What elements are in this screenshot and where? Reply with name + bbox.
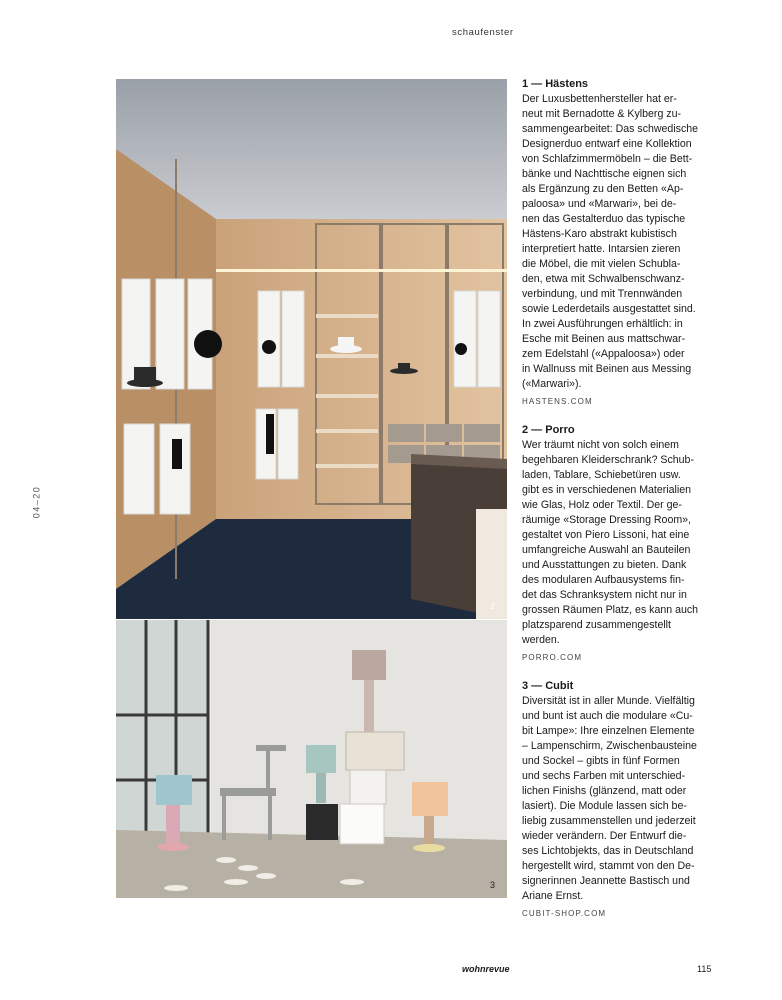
cubit-lamps-illustration: [116, 620, 507, 898]
entry-hastens: [522, 77, 722, 409]
entry-body: Wer träumt nicht von solch einem begehbaren Kleiderschrank? Schub- laden, Tablare, Schiebetüren usw. gibt es in verschiedenen Materialien wie Glas, Holz oder Textil. Der ge- räumige «Storage Dressing Room», gestaltet von Piero Lissoni, hat eine umfangreiche Auswahl an Bauteilen und Ausstattungen zu bieten. Dank des modularen Aufbausystems fin- det das Schranksystem nicht nur in grossen Räumen Platz, es kann auch platzsparend zusammengestellt werden.: [522, 439, 699, 646]
entry-link[interactable]: PORRO.COM: [522, 653, 583, 662]
photo-number: 3: [489, 880, 495, 890]
entry-link[interactable]: HASTENS.COM: [522, 397, 593, 406]
page-number: 115: [697, 964, 712, 974]
entry-title: 1 — Hästens: [522, 78, 589, 90]
section-label: schaufenster: [452, 27, 514, 38]
entry-title: 2 — Porro: [522, 424, 575, 436]
entry-title: 3 — Cubit: [522, 680, 574, 692]
photo-number: 2: [489, 601, 495, 611]
issue-label: 04–20: [31, 485, 42, 519]
entry-link[interactable]: CUBIT-SHOP.COM: [522, 909, 607, 918]
photo-cubit-lamps: [116, 620, 507, 898]
article-text-column: [522, 77, 722, 935]
entry-porro: [522, 423, 722, 665]
photo-dressing-room: [116, 79, 507, 619]
entry-body: Der Luxusbettenhersteller hat er- neut mit Bernadotte & Kylberg zu- sammengearbeitet: Das schwedische Designerduo entwarf eine Kollektion von Schlafzimmermöbeln – die Bett- bänke und Nachttische eignen sich als Ergänzung zu den Betten «Ap- paloosa» und «Marwari», bei de- nen das Gestalterduo das typische Hästens-Karo abstrakt kubistisch interpretiert hatte. Intarsien zieren die Möbel, die mit vielen Schubla- den, etwa mit Schwalbenschwanz- verbindung, und mit Trennwänden sowie Lederdetails ausgestattet sind. In zwei Ausführungen erhältlich: in Esche mit Beinen aus mattschwar- zem Edelstahl («Appaloosa») oder in Wallnuss mit Beinen aus Messing («Marwari»).: [522, 93, 699, 390]
magazine-name: wohnrevue: [462, 964, 510, 974]
dressing-room-illustration: [116, 79, 507, 619]
entry-body: Diversität ist in aller Munde. Vielfältig und bunt ist auch die modulare «Cu- bit Lampe»: Ihre einzelnen Elemente – Lampenschirm, Zwischenbausteine und Sockel – gibts in fünf Formen und sechs Farben mit unterschied- lichen Finishs (glänzend, matt oder lasiert). Die Module lassen sich be- liebig zusammenstellen und jederzeit wieder verändern. Der Entwurf die- ses Lichtobjekts, das in Deutschland hergestellt wird, stammt von den De- signerinnen Jeannette Bastisch und Ariane Ernst.: [522, 695, 697, 902]
entry-cubit: [522, 679, 722, 921]
